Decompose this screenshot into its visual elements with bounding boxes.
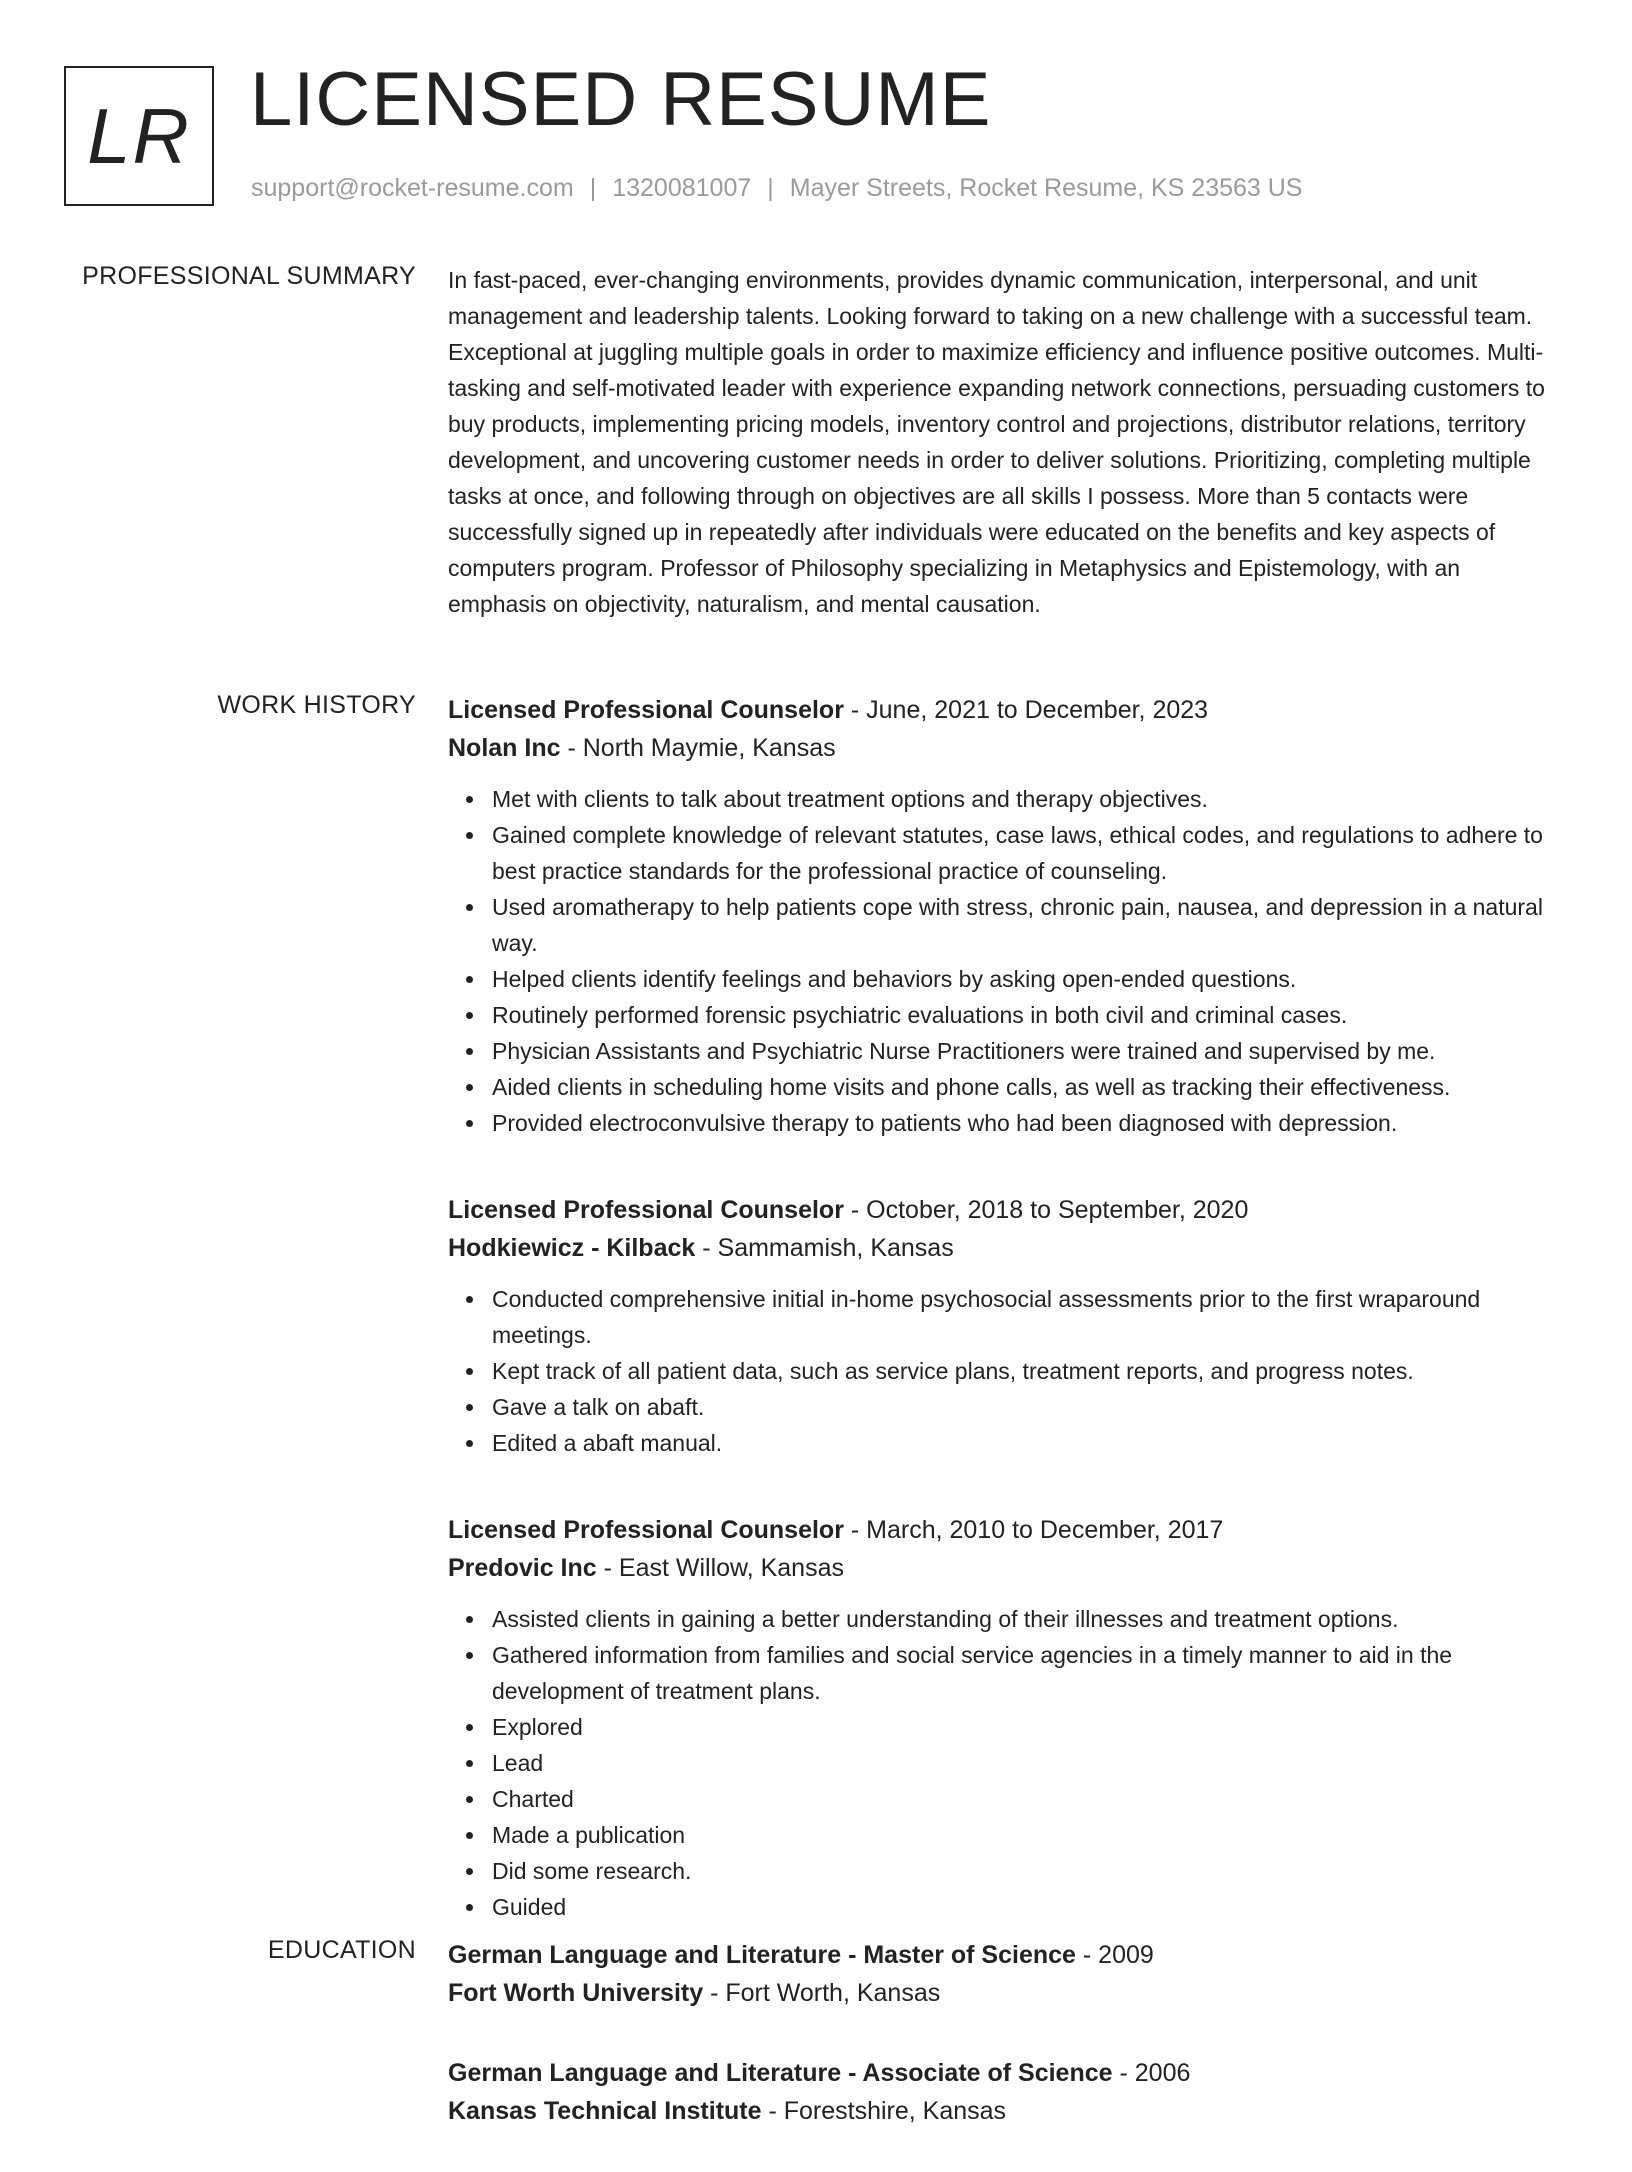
job-bullets (448, 781, 1560, 1141)
job-entry (448, 1511, 1560, 1925)
job-bullet: Edited a abaft manual. (492, 1425, 1560, 1461)
job-title: Licensed Professional Counselor (448, 1196, 844, 1224)
job-entry (448, 691, 1560, 1141)
resume-name: LICENSED RESUME (250, 57, 992, 142)
job-bullet: Used aromatherapy to help patients cope with stress, chronic pain, nausea, and depression in a natural way. (492, 889, 1560, 961)
job-dates: - October, 2018 to September, 2020 (843, 1196, 1249, 1224)
job-title: Licensed Professional Counselor (448, 696, 844, 724)
job-bullet: Gathered information from families and social service agencies in a timely manner to aid in the development of treatment plans. (492, 1637, 1560, 1709)
job-bullet: Lead (492, 1745, 1560, 1781)
job-bullet: Kept track of all patient data, such as service plans, treatment reports, and progress notes. (492, 1353, 1560, 1389)
job-bullet: Routinely performed forensic psychiatric evaluations in both civil and criminal cases. (492, 997, 1560, 1033)
contact-phone: 1320081007 (612, 174, 752, 202)
job-title-line (448, 1511, 1560, 1549)
job-dates: - June, 2021 to December, 2023 (843, 696, 1209, 724)
job-location: - East Willow, Kansas (596, 1554, 844, 1582)
education-school-line (448, 1974, 1560, 2012)
monogram-logo: LR (64, 66, 214, 206)
job-bullet: Gained complete knowledge of relevant statutes, case laws, ethical codes, and regulations to adhere to best practice standards for the professional practice of counseling. (492, 817, 1560, 889)
job-title: Licensed Professional Counselor (448, 1516, 844, 1544)
education-entry (448, 2054, 1560, 2130)
job-bullet: Conducted comprehensive initial in-home psychosocial assessments prior to the first wraparound meetings. (492, 1281, 1560, 1353)
job-bullet: Aided clients in scheduling home visits and phone calls, as well as tracking their effectiveness. (492, 1069, 1560, 1105)
education-year: - 2009 (1075, 1941, 1154, 1969)
education-degree: German Language and Literature - Associate of Science (448, 2059, 1113, 2087)
education-year: - 2006 (1112, 2059, 1191, 2087)
education-label: EDUCATION (267, 1936, 416, 1964)
job-bullet: Charted (492, 1781, 1560, 1817)
job-bullets (448, 1281, 1560, 1461)
education-entry (448, 1936, 1560, 2012)
contact-line (251, 174, 1303, 203)
job-bullet: Did some research. (492, 1853, 1560, 1889)
job-company: Hodkiewicz - Kilback (448, 1234, 696, 1262)
job-bullet: Explored (492, 1709, 1560, 1745)
job-bullet: Made a publication (492, 1817, 1560, 1853)
education-location: - Fort Worth, Kansas (703, 1979, 941, 2007)
contact-email: support@rocket-resume.com (251, 174, 574, 202)
job-bullet: Met with clients to talk about treatment options and therapy objectives. (492, 781, 1560, 817)
job-location: - North Maymie, Kansas (560, 734, 836, 762)
job-bullet: Physician Assistants and Psychiatric Nurse Practitioners were trained and supervised by me. (492, 1033, 1560, 1069)
job-company-line (448, 729, 1560, 767)
education-school-line (448, 2092, 1560, 2130)
job-dates: - March, 2010 to December, 2017 (843, 1516, 1224, 1544)
education-degree-line (448, 2054, 1560, 2092)
job-bullet: Provided electroconvulsive therapy to patients who had been diagnosed with depression. (492, 1105, 1560, 1141)
summary-text: In fast-paced, ever-changing environments, provides dynamic communication, interpersonal, and unit management and leadership talents. Looking forward to taking on a new challenge with a successful team. Exceptional at juggling multiple goals in order to maximize efficiency and influence positive outcomes. Multi-tasking and self-motivated leader with experience expanding network connections, persuading customers to buy products, implementing pricing models, inventory control and projections, distributor relations, territory development, and uncovering customer needs in order to deliver solutions. Prioritizing, completing multiple tasks at once, and following through on objectives are all skills I possess. More than 5 contacts were successfully signed up in repeatedly after individuals were educated on the benefits and key aspects of computers program. Professor of Philosophy specializing in Metaphysics and Epistemology, with an emphasis on objectivity, naturalism, and mental causation. (448, 267, 1545, 617)
contact-separator: | (589, 174, 597, 202)
education-school: Fort Worth University (448, 1979, 704, 2007)
contact-address: Mayer Streets, Rocket Resume, KS 23563 US (789, 174, 1303, 202)
job-entry (448, 1191, 1560, 1461)
work-history-label: WORK HISTORY (217, 691, 416, 719)
job-location: - Sammamish, Kansas (695, 1234, 954, 1262)
contact-separator: | (767, 174, 774, 202)
job-company-line (448, 1229, 1560, 1267)
job-company: Nolan Inc (448, 734, 561, 762)
job-bullet: Helped clients identify feelings and behaviors by asking open-ended questions. (492, 961, 1560, 997)
education-degree-line (448, 1936, 1560, 1974)
job-bullet: Assisted clients in gaining a better understanding of their illnesses and treatment options. (492, 1601, 1560, 1637)
job-title-line (448, 1191, 1560, 1229)
education-school: Kansas Technical Institute (448, 2097, 762, 2125)
job-title-line (448, 691, 1560, 729)
education-degree: German Language and Literature - Master of Science (448, 1941, 1076, 1969)
job-company: Predovic Inc (448, 1554, 597, 1582)
job-company-line (448, 1549, 1560, 1587)
summary-label: PROFESSIONAL SUMMARY (82, 262, 416, 290)
job-bullet: Guided (492, 1889, 1560, 1925)
education-location: - Forestshire, Kansas (761, 2097, 1007, 2125)
job-bullet: Gave a talk on abaft. (492, 1389, 1560, 1425)
job-bullets (448, 1601, 1560, 1925)
